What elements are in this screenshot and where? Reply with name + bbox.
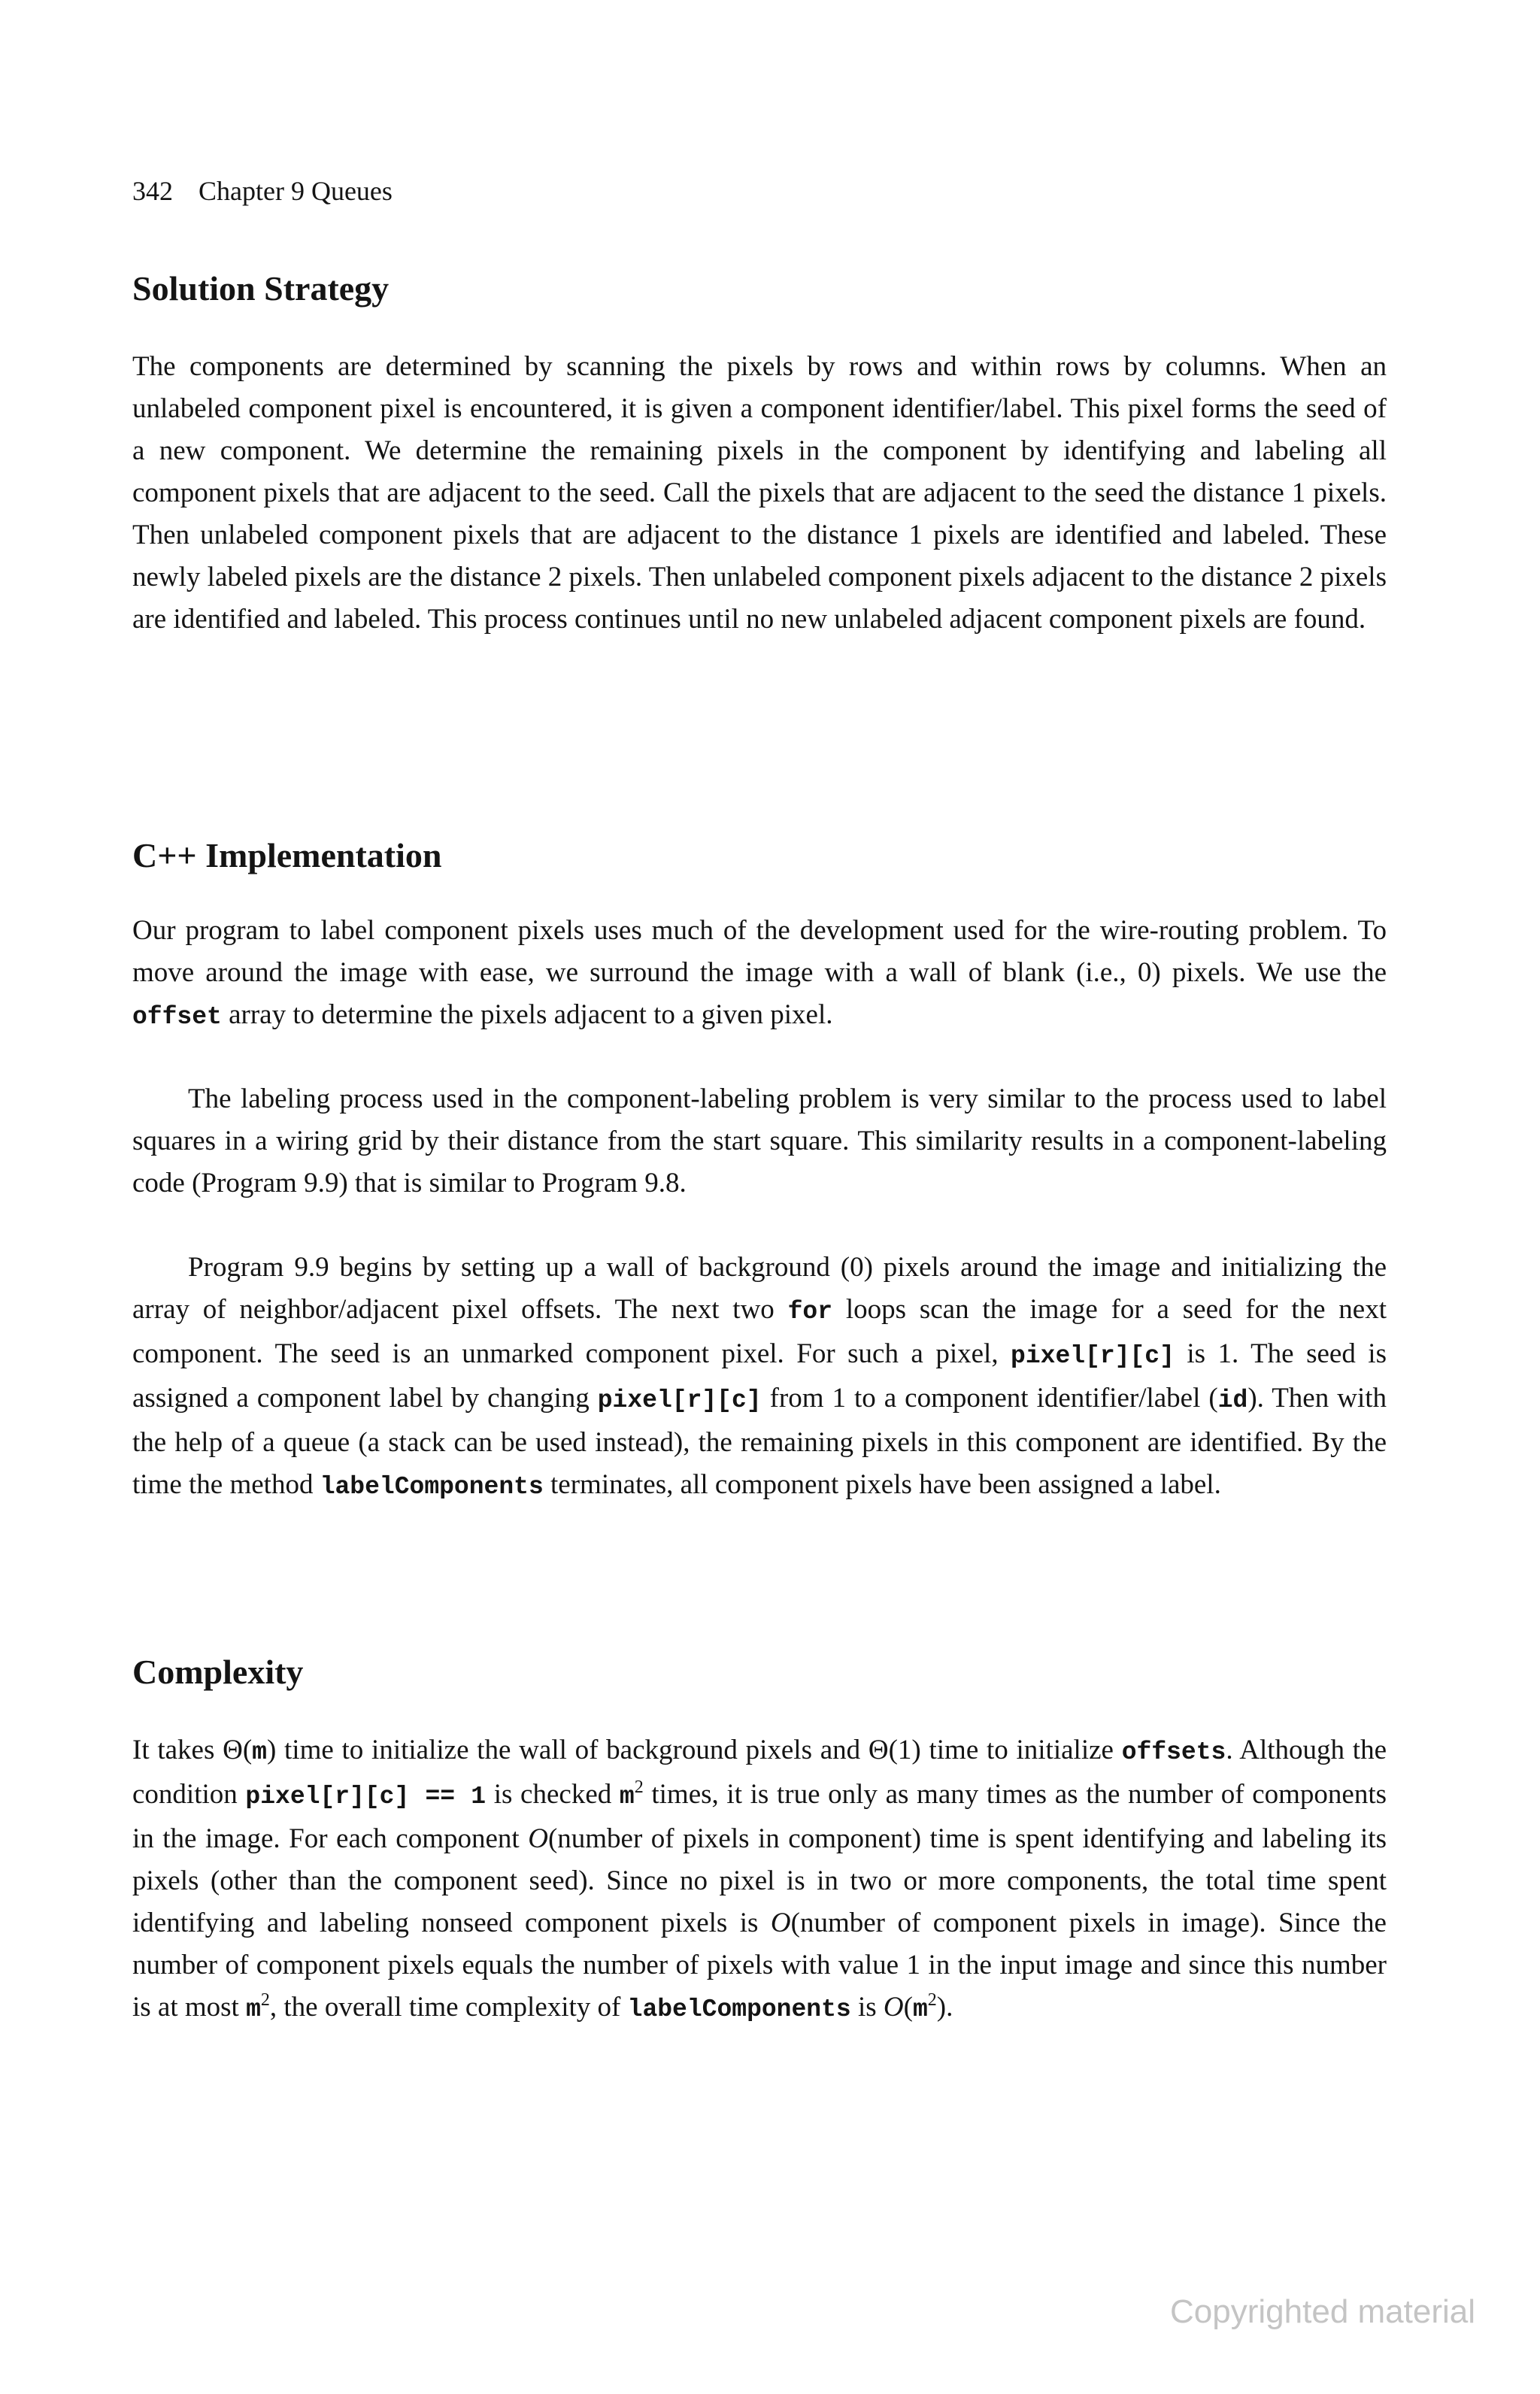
code-labelcomponents: labelComponents xyxy=(320,1473,544,1501)
code-offsets: offsets xyxy=(1121,1738,1226,1766)
heading-solution-strategy: Solution Strategy xyxy=(132,269,390,308)
heading-complexity: Complexity xyxy=(132,1653,304,1691)
code-pixel-rc: pixel[r][c] xyxy=(1011,1342,1175,1370)
code-labelcomponents: labelComponents xyxy=(627,1996,851,2023)
running-head xyxy=(132,174,393,208)
paragraph-solution-strategy: The components are determined by scanning the pixels by rows and within rows by columns. When an unlabeled component pixel is encountered, it is given a component identifier/label. This pixel forms the seed of a new component. We determine the remaining pixels in the component by identifying and labeling all component pixels that are adjacent to the seed. Call the pixels that are adjacent to the seed the distance 1 pixels. Then unlabeled component pixels that are adjacent to the distance 1 pixels are identified and labeled. These newly labeled pixels are the distance 2 pixels. Then unlabeled component pixels adjacent to the distance 2 pixels are identified and labeled. This process continues until no new unlabeled adjacent component pixels are found. xyxy=(132,351,1387,635)
paragraph-implementation-2: The labeling process used in the component-labeling problem is very similar to the process used to label squares in a wiring grid by their distance from the start square. This similarity results in a component-labeling code (Program 9.9) that is similar to Program 9.8. xyxy=(132,1083,1387,1199)
paragraph-implementation-1: Our program to label component pixels uses much of the development used for the wire-routing problem. To move around the image with ease, we surround the image with a wall of blank (i.e., 0) pixels. We use the offset array to determine the pixels adjacent to a given pixel. xyxy=(132,915,1387,1031)
code-offset: offset xyxy=(132,1003,222,1031)
paragraph-complexity: It takes Θ(m) time to initialize the wall of background pixels and Θ(1) time to initialize offsets. Although the condition pixel[r][c] == 1 is checked $m^2$ times, it is true only as many times as the number of components in the image. For each component O(number of pixels in component) time is spent identifying and labeling its pixels (other than the component seed). Since no pixel is in two or more components, the total time spent identifying and labeling nonseed component pixels is O(number of component pixels in image). Since the number of component pixels equals the number of pixels with value 1 in the input image and since this number is at most $m^2$, the overall time complexity of labelComponents is $O(m^2)$. xyxy=(132,1735,1387,2023)
heading-cpp-implementation: C++ Implementation xyxy=(132,836,442,874)
paragraph-implementation-3: Program 9.9 begins by setting up a wall of background (0) pixels around the image and initializing the array of neighbor/adjacent pixel offsets. The next two for loops scan the image for a seed for the next component. The seed is an unmarked component pixel. For such a pixel, pixel[r][c] is 1. The seed is assigned a component label by changing pixel[r][c] from 1 to a component identifier/label (id). Then with the help of a queue (a stack can be used instead), the remaining pixels in this component are identified. By the time the method labelComponents terminates, all component pixels have been assigned a label. xyxy=(132,1252,1387,1501)
code-for: for xyxy=(787,1298,833,1326)
code-condition: pixel[r][c] == 1 xyxy=(245,1783,487,1811)
code-pixel-rc: pixel[r][c] xyxy=(597,1386,762,1414)
chapter-title: Chapter 9 Queues xyxy=(199,176,393,206)
code-id: id xyxy=(1217,1386,1248,1414)
page-number: 342 xyxy=(132,176,173,206)
copyright-watermark: Copyrighted material xyxy=(1170,2293,1475,2330)
